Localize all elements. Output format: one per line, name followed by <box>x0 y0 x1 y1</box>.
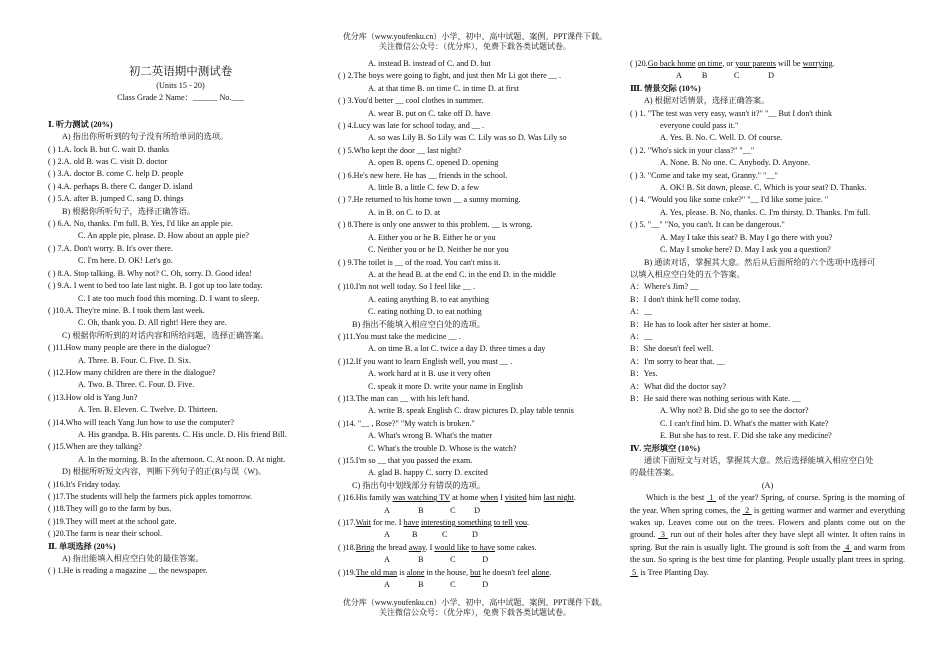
middle-text-line: ( ) 6.He's new here. He has __ friends in the school. <box>338 170 508 180</box>
middle-text-line: A. at that time B. on time C. in time D. at first <box>368 83 519 93</box>
underlined-part-d: worrying <box>802 59 833 68</box>
left-text-line: ( )20.The farm is near their school. <box>48 529 163 539</box>
right-section-heading: Ⅲ. 情景交际 (10%) <box>630 83 701 93</box>
underlined-part-a: The old man <box>355 567 398 577</box>
left-section-heading: Ⅰ. 听力测试 (20%) <box>48 119 113 129</box>
left-text-line: ( ) 1.He is reading a magazine __ the newspaper. <box>48 566 208 576</box>
right-text-line: ( ) 1. "The test was very easy, wasn't it?" "__ But I don't think <box>630 108 833 118</box>
left-text-line: ( )14.Who will teach Yang Jun how to use the computer? <box>48 417 235 427</box>
cloze-blank-5: 5 <box>630 567 639 577</box>
right-text-line: B：He has to look after her sister at home. <box>630 319 771 329</box>
right-text-line: ( ) 5. "__" "No, you can't. It can be dangerous." <box>630 220 785 230</box>
left-text-line: A. Two. B. Three. C. Four. D. Five. <box>78 380 195 390</box>
passage-text: and warm from the sun. So spring is the best time for planting. People usually plant trees in spring. <box>630 542 906 565</box>
right-text-line: C. May I smoke here? D. May I ask you a question? <box>660 245 831 255</box>
middle-text-line: ( ) 3.You'd better __ cool clothes in summer. <box>338 96 484 106</box>
cloze-blank-3: 3 <box>658 530 668 540</box>
left-text-line: ( ) 8.A. Stop talking. B. Why not? C. Oh, sorry. D. Good idea! <box>48 268 252 278</box>
underlined-part-b: on time <box>697 59 723 68</box>
middle-text-line: ( ) 5.Who kept the door __ last night? <box>338 145 462 155</box>
question-17-options: A B C D <box>384 530 478 540</box>
middle-text-line: ( )13.The man can __ with his left hand. <box>338 393 470 403</box>
left-text-line: C. An apple pie, please. D. How about an apple pie? <box>78 231 249 241</box>
footer-line-1: 优分库（www.youfenku.cn）小学、初中、高中试题、案例、PPT课件下载。 <box>342 598 608 607</box>
question-16-options: A B C D <box>384 505 480 515</box>
right-text-line: A：I'm sorry to hear that. __ <box>630 356 725 366</box>
question-text: I <box>498 493 505 503</box>
underlined-part-b: alone <box>406 567 425 577</box>
underlined-part-d: to tell you <box>493 518 528 528</box>
question-text: he doesn't feel <box>480 567 532 577</box>
underlined-part-a: Go back home <box>647 59 696 68</box>
right-text-line: 以填入相应空白处的五个答案。 <box>630 269 745 279</box>
middle-text-line: ( ) 9.The toilet is __ of the road. You can't miss it. <box>338 257 501 267</box>
column-right-lines <box>630 83 905 480</box>
right-text-line: B：I don't think he'll come today. <box>630 294 741 304</box>
middle-text-line: ( ) 4.Lucy was late for school today, and __ . <box>338 121 485 131</box>
left-text-line: ( ) 5.A. after B. jumped C. sang D. things <box>48 194 184 204</box>
left-text-line: ( ) 9.A. I went to bed too late last night. B. I got up too late today. <box>48 281 263 291</box>
column-left-lines <box>48 119 313 578</box>
question-20-options: A B C D <box>676 71 775 81</box>
middle-text-line: A. little B. a little C. few D. a few <box>368 183 480 193</box>
underlined-part-c: your parents <box>735 59 776 68</box>
middle-instruction: C) 指出句中划线部分有错误的选项。 <box>352 480 486 490</box>
left-text-line: ( ) 4.A. perhaps B. there C. danger D. island <box>48 181 193 191</box>
question-text: for me. I <box>371 518 404 528</box>
passage-text: of the year? Spring, of course. Spring is the morning of the year. When spring comes, the <box>630 493 906 515</box>
page-header <box>0 32 950 52</box>
passage-text: run out of their holes after they have slept all winter. It often rains in spring. But the rain is usually light. The ground is soft from the <box>630 530 906 552</box>
right-text-line: A. None. B. No one. C. Anybody. D. Anyone. <box>660 158 811 168</box>
question-text: . I <box>425 542 435 552</box>
left-text-line: ( )15.When are they talking? <box>48 442 142 452</box>
left-text-line: A. Ten. B. Eleven. C. Twelve. D. Thirteen. <box>78 405 218 415</box>
left-section-heading: Ⅱ. 单项选择 (20%) <box>48 541 116 551</box>
left-text-line: ( )12.How many children are there in the dialogue? <box>48 367 216 377</box>
left-text-line: ( ) 3.A. doctor B. come C. help D. people <box>48 169 184 179</box>
right-text-line: B：Yes. <box>630 369 658 379</box>
class-info-line: Class Grade 2 Name：______ No.___ <box>117 93 244 103</box>
left-text-line: ( ) 6.A. No, thanks. I'm full. B. Yes, I'd like an apple pie. <box>48 219 233 229</box>
middle-text-line: C. What's the trouble D. Whose is the watch? <box>368 443 517 453</box>
middle-text-line: C. Neither you or he D. Neither he nor you <box>368 245 509 255</box>
right-text-line: A：__ <box>630 331 653 341</box>
right-instruction: B) 通读对话，掌握其大意。然后从后面所给的六个选项中选择可 <box>644 257 876 267</box>
middle-text-line: A. at the head B. at the end C. in the end D. in the middle <box>368 269 557 279</box>
question-text: will be <box>776 59 803 68</box>
left-text-line: A. His grandpa. B. His parents. C. His uncle. D. His friend Bill. <box>78 429 287 439</box>
middle-instruction: B) 指出不能填入相应空白处的选项。 <box>352 319 486 329</box>
right-text-line: A. OK! B. Sit down, please. C. Which is your seat? D. Thanks. <box>660 183 867 193</box>
underlined-part-c: interesting something <box>421 518 492 528</box>
left-instruction: D) 根据所听短文内容，判断下列句子的正(R)与误（W)。 <box>62 467 266 477</box>
column-right <box>630 58 905 579</box>
left-text-line: C. Oh, thank you. D. All right! Here they are. <box>78 318 227 328</box>
header-line-1: 优分库（www.youfenku.cn）小学、初中、高中试题、案例、PPT课件下载。 <box>342 32 608 41</box>
right-text-line: E. But she has to rest. F. Did she take any medicine? <box>660 431 832 441</box>
question-prefix: ( )17. <box>338 518 356 528</box>
middle-text-line: ( ) 2.The boys were going to fight, and just then Mr Li got there __ . <box>338 71 562 81</box>
underlined-part-c: would like <box>434 542 470 552</box>
question-text: . <box>549 567 552 577</box>
left-instruction: C) 根据你所听到的对话内容和所给问题，选择正确答案。 <box>62 330 269 340</box>
right-text-line: ( ) 2. "Who's sick in your class?" "__" <box>630 145 755 155</box>
question-prefix: ( )16.His family <box>338 493 393 503</box>
question-prefix: ( )20. <box>630 59 648 68</box>
question-prefix: ( )18. <box>338 542 356 552</box>
question-text: at home <box>450 493 481 503</box>
right-text-line: A. Why not? B. Did she go to see the doctor? <box>660 406 809 416</box>
right-text-line: B：She doesn't feel well. <box>630 344 714 354</box>
left-text-line: ( )10.A. They're mine. B. I took them last week. <box>48 305 205 315</box>
left-text-line: ( ) 7.A. Don't worry. B. It's over there. <box>48 243 173 253</box>
error-question-20 <box>630 58 905 83</box>
passage-text: is getting warmer and warmer and everything wakes up. Leaves come out on the trees. Flowers and plants come out on the ground. <box>630 505 905 540</box>
middle-text-line: ( )11.You must take the medicine __ . <box>338 331 461 341</box>
question-text: is <box>397 567 407 577</box>
left-text-line: ( )13.How old is Yang Jun? <box>48 392 138 402</box>
underlined-part-b: when <box>480 493 499 503</box>
underlined-part-b: have <box>403 518 419 528</box>
footer-line-2: 关注微信公众号：（优分库），免费下载各类试题试卷。 <box>379 608 571 617</box>
underlined-part-d: to have <box>471 542 496 552</box>
middle-text-line: A. work hard at it B. use it very often <box>368 369 491 379</box>
right-text-line: ( ) 4. "Would you like some coke?" "__ I'd like some juice. " <box>630 195 829 205</box>
right-text-line: A：__ <box>630 307 653 317</box>
right-instruction: 通读下面短文与对话，掌握其大意。然后选择能填入相应空白处 <box>644 456 874 465</box>
question-18 <box>338 542 603 554</box>
middle-text-line: ( )15.I'm so __ that you passed the exam. <box>338 456 473 465</box>
middle-text-line: A. What's wrong B. What's the matter <box>368 431 493 441</box>
question-20 <box>630 58 905 70</box>
column-middle <box>338 58 603 591</box>
middle-text-line: A. so was Lily B. So Lily was C. Lily was so D. Was Lily so <box>368 133 567 143</box>
right-text-line: A. Yes, please. B. No, thanks. C. I'm thirsty. D. Thanks. I'm full. <box>660 207 871 217</box>
question-18-options: A B C D <box>384 555 489 565</box>
left-text-line: C. I'm here. D. OK! Let's go. <box>78 256 173 266</box>
middle-text-line: ( ) 7.He returned to his home town __ a sunny morning. <box>338 195 521 205</box>
left-text-line: A. In the morning. B. In the afternoon. C. At noon. D. At night. <box>78 454 286 464</box>
left-instruction: B) 根据你所听句子，选择正确答语。 <box>62 206 196 216</box>
left-text-line: ( ) 2.A. old B. was C. visit D. doctor <box>48 157 168 167</box>
left-text-line: A. Three. B. Four. C. Five. D. Six. <box>78 355 191 365</box>
question-text: him <box>526 493 544 503</box>
left-text-line: ( )18.They will go to the farm by bus. <box>48 504 172 514</box>
right-text-line: everyone could pass it." <box>660 121 739 131</box>
question-text: . <box>527 518 530 528</box>
underlined-part-a: Wait <box>355 518 371 528</box>
left-text-line: ( )17.The students will help the farmers pick apples tomorrow. <box>48 492 253 501</box>
cloze-blank-4: 4 <box>842 542 852 552</box>
question-16 <box>338 492 603 504</box>
cloze-passage <box>630 492 905 579</box>
right-text-line: A：What did the doctor say? <box>630 381 726 391</box>
middle-text-line: C. eating nothing D. to eat nothing <box>368 307 482 317</box>
left-text-line: ( )11.How many people are there in the dialogue? <box>48 343 211 353</box>
question-text: in the house, <box>424 567 471 577</box>
question-text: some cakes. <box>495 542 537 552</box>
middle-text-line: A. instead B. instead of C. and D. but <box>368 59 491 68</box>
right-text-line: A. May I take this seat? B. May I go there with you? <box>660 232 833 242</box>
cloze-blank-1: 1 <box>706 493 717 503</box>
middle-text-line: A. write B. speak English C. draw pictures D. play table tennis <box>368 406 574 416</box>
right-text-line: ( ) 3. "Come and take my seat, Granny." "__" <box>630 170 778 180</box>
passage-text: is Tree Planting Day. <box>638 567 709 577</box>
cloze-blank-2: 2 <box>742 505 752 515</box>
left-instruction: A) 指出能填入相应空白处的最佳答案。 <box>62 554 204 564</box>
passage-label: (A) <box>761 480 774 490</box>
underlined-part-b: away <box>408 542 426 552</box>
question-text: , or <box>722 59 736 68</box>
passage-text: Which is the best <box>646 493 707 503</box>
question-text: . <box>573 493 576 503</box>
right-section-heading: Ⅳ. 完形填空 (10%) <box>630 443 701 453</box>
underlined-part-d: last night <box>543 493 574 503</box>
page-footer <box>0 598 950 618</box>
underlined-part-d: alone <box>531 567 550 577</box>
question-17 <box>338 517 603 529</box>
middle-text-line: A. wear B. put on C. take off D. have <box>368 108 491 118</box>
left-text-line: ( )16.It's Friday today. <box>48 479 121 489</box>
middle-text-line: ( )12.If you want to learn English well, you must __ . <box>338 356 513 366</box>
question-19-options: A B C D <box>384 580 489 590</box>
middle-text-line: A. open B. opens C. opened D. opening <box>368 158 499 168</box>
column-left <box>48 58 313 578</box>
middle-text-line: ( )10.I'm not well today. So I feel like __ . <box>338 282 476 292</box>
right-text-line: B：He said there was nothing serious with Kate. __ <box>630 393 801 403</box>
underlined-part-c: but <box>470 567 481 577</box>
header-line-2: 关注微信公众号：（优分库），免费下载各类试题试卷。 <box>379 42 571 51</box>
error-questions <box>338 492 603 591</box>
left-text-line: ( ) 1.A. lock B. but C. wait D. thanks <box>48 144 169 154</box>
left-instruction: A) 指出你所听到的句子没有所给单词的选项。 <box>62 132 229 142</box>
left-text-line: C. I ate too much food this morning. D. I want to sleep. <box>78 293 260 303</box>
right-text-line: 的最佳答案。 <box>630 468 680 478</box>
middle-text-line: ( )14. "__ , Rose?" "My watch is broken." <box>338 418 475 428</box>
right-text-line: C. I can't find him. D. What's the matter with Kate? <box>660 418 829 428</box>
question-text: the bread <box>374 542 409 552</box>
right-instruction: A) 根据对话情景，选择正确答案。 <box>644 96 770 106</box>
middle-text-line: A. eating anything B. to eat anything <box>368 294 489 304</box>
question-text: . <box>832 59 835 68</box>
underlined-part-a: was watching TV <box>392 493 451 503</box>
exam-units: (Units 15 - 20) <box>156 81 205 90</box>
question-19 <box>338 567 603 579</box>
right-text-line: A：Where's Jim? __ <box>630 282 699 292</box>
column-middle-lines <box>338 58 603 492</box>
underlined-part-a: Bring <box>355 542 375 552</box>
underlined-part-c: visited <box>504 493 527 503</box>
middle-text-line: C. speak it more D. write your name in English <box>368 381 523 391</box>
middle-text-line: A. Either you or he B. Either he or you <box>368 232 496 242</box>
middle-text-line: A. glad B. happy C. sorry D. excited <box>368 468 488 478</box>
middle-text-line: ( ) 8.There is only one answer to this problem. __ is wrong. <box>338 220 533 230</box>
middle-text-line: A. on time B. a lot C. twice a day D. three times a day <box>368 344 546 354</box>
right-text-line: A. Yes. B. No. C. Well. D. Of course. <box>660 133 783 143</box>
left-text-line: ( )19.They will meet at the school gate. <box>48 516 177 526</box>
exam-title: 初二英语期中测试卷 <box>128 66 233 78</box>
middle-text-line: A. in B. on C. to D. at <box>368 207 441 217</box>
question-prefix: ( )19. <box>338 567 356 577</box>
